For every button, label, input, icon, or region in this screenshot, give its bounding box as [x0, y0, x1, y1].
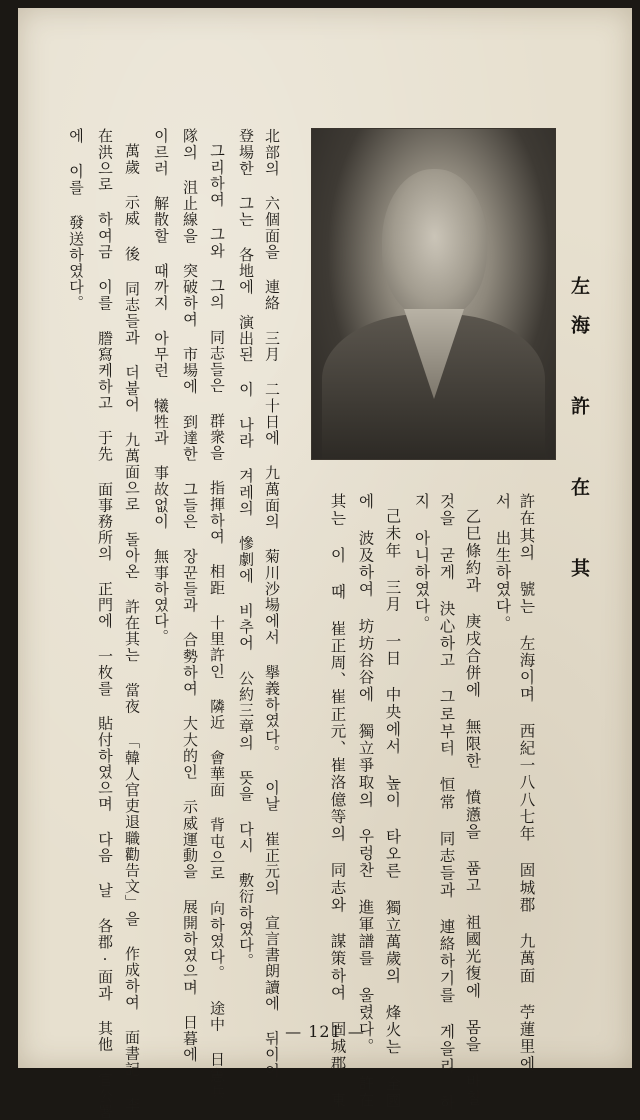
text-column: 乙巳條約과 庚戌合併에 無限한 憤懣을 품고 祖國光復에 몸을 바칠 — [463, 508, 482, 1107]
text-column: 것을 굳게 決心하고 그로부터 恒常 同志들과 連絡하기를 게을리 하 — [437, 493, 456, 1112]
article-title: 左海 許 在 其 — [568, 276, 590, 597]
text-column: 서 出生하였다。 — [493, 493, 512, 633]
text-column: 지 아니하였다。 — [412, 493, 431, 633]
text-column: 그리하여 그와 그의 同志들은 群衆을 指揮하여 相距 十里許인 隣近 會華面 背屯으로 向하였다。 途中 日憲兵 — [208, 143, 226, 1100]
text-column: 北部의 六個面을 連絡 三月 二十日에 九萬面의 菊川沙場에서 擧義하였다。 이날 崔正元의 宣言書朗讀에 뒤이어 — [263, 128, 281, 1079]
text-column: 在洪으로 하여금 이를 謄寫케하고 于先 面事務所의 正門에 一枚를 貼付하였으며 다음 날 各郡·面과 其他 官公署 — [96, 128, 114, 1120]
text-column: 己未年 三月 一日 中央에서 높이 타오른 獨立萬歲의 烽火는 全國 — [383, 508, 402, 1110]
text-column: 에 波及하여 坊坊谷谷에 獨立爭取의 우렁찬 進軍譜를 울렸다。 許在 — [356, 493, 375, 1109]
portrait-face-shape — [382, 169, 487, 319]
text-column: 에 이를 發送하였다。 — [67, 128, 85, 312]
text-column: 其는 이 때 崔正周、崔正元、崔洛億等의 同志와 謀策하여 固城郡 東 — [328, 493, 347, 1109]
text-column: 이르러 解散할 때까지 아무런 犧牲과 事故없이 無事하였다。 — [152, 128, 170, 646]
book-page — [18, 8, 632, 1120]
page-number: — 121 — — [285, 1022, 365, 1041]
text-column: 隊의 沮止線을 突破하여 市場에 到達한 그들은 장꾼들과 合勢하여 大大的인 示威運動을 展開하였으며 日暮에 — [181, 128, 199, 1063]
portrait-photo — [311, 128, 556, 460]
text-column: 登場한 그는 各地에 演出된 이 나라 겨레의 慘劇에 비추어 公約三章의 뜻을 다시 敷衍하였다。 — [237, 128, 255, 969]
text-column: 萬歲 示威 後 同志들과 더불어 九萬面으로 돌아온 許在其는 當夜 「韓人官吏退職勸告文」을 作成하여 面書記 李 — [123, 143, 141, 1113]
text-column: 許在其의 號는 左海이며 西紀一八八七年 固城郡 九萬面 苧蓮里에 — [517, 493, 536, 1073]
